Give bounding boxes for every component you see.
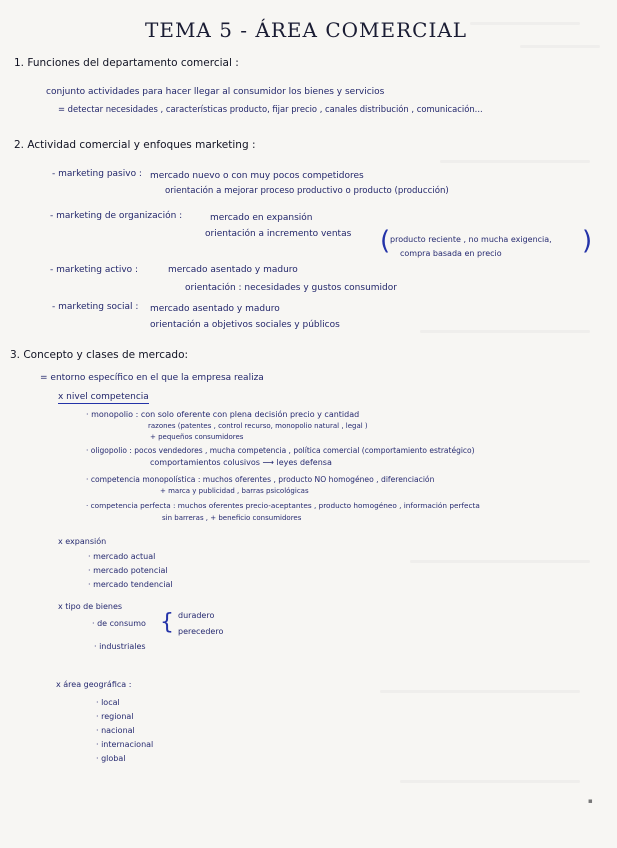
marketing-social-text: orientación a objetivos sociales y públicos [150,320,340,330]
bracket-close: ) [582,226,593,256]
section-1-heading: 1. Funciones del departamento comercial : [14,57,239,69]
bienes-perecedero: perecedero [178,627,224,636]
page-title: TEMA 5 - ÁREA COMERCIAL [145,18,468,42]
oligopolio-text: · oligopolio : pocos vendedores , mucha competencia , política comercial (comportamiento estratégico) [86,446,475,455]
competencia-perfecta-text: sin barreras , + beneficio consumidores [162,514,302,522]
bienes-label: x tipo de bienes [58,602,123,611]
bleed-through-mark [420,330,590,333]
marketing-organizacion-text: orientación a incremento ventas [205,229,352,239]
marketing-social-label: - marketing social : [52,302,139,312]
geografica-label: x área geográfica : [56,680,132,689]
marketing-pasivo-label: - marketing pasivo : [52,169,142,179]
section-1-line: conjunto actividades para hacer llegar al consumidor los bienes y servicios [46,87,385,97]
competencia-label: x nivel competencia [58,392,149,402]
section-3-heading: 3. Concepto y clases de mercado: [10,349,189,361]
stray-mark: ▪ [588,797,593,805]
bienes-industriales: · industriales [94,642,146,651]
geografica-item: · regional [96,712,134,721]
bleed-through-mark [520,45,600,48]
geografica-item: · local [96,698,120,707]
marketing-social-text: mercado asentado y maduro [150,304,280,314]
marketing-organizacion-note: producto reciente , no mucha exigencia, [390,235,552,244]
bracket-open: ( [380,226,391,256]
marketing-organizacion-note: compra basada en precio [400,249,502,258]
competencia-monopolistica-text: + marca y publicidad , barras psicológicas [160,487,309,495]
section-1-line: = detectar necesidades , características producto, fijar precio , canales distribución , comunicación... [58,104,483,114]
section-3-intro: = entorno específico en el que la empresa realiza [40,373,264,383]
monopolio-text: · monopolio : con solo oferente con plena decisión precio y cantidad [86,410,360,419]
expansion-item: · mercado actual [88,552,156,561]
marketing-pasivo-text: orientación a mejorar proceso productivo o producto (producción) [165,186,449,196]
geografica-item: · global [96,754,126,763]
marketing-organizacion-text: mercado en expansión [210,213,313,223]
monopolio-text: + pequeños consumidores [150,433,244,441]
monopolio-text: razones (patentes , control recurso, monopolio natural , legal ) [148,422,368,430]
marketing-activo-text: mercado asentado y maduro [168,265,298,275]
bienes-duradero: duradero [178,611,215,620]
bleed-through-mark [400,780,580,783]
competencia-monopolistica-text: · competencia monopolística : muchos oferentes , producto NO homogéneo , diferenciación [86,475,435,484]
expansion-label: x expansión [58,537,107,546]
marketing-activo-text: orientación : necesidades y gustos consumidor [185,283,397,293]
geografica-item: · nacional [96,726,135,735]
bracket-open: { [160,610,174,635]
section-2-heading: 2. Actividad comercial y enfoques marketing : [14,139,256,151]
geografica-item: · internacional [96,740,154,749]
bleed-through-mark [470,22,580,25]
oligopolio-text: comportamientos colusivos ⟶ leyes defensa [150,458,332,467]
expansion-item: · mercado potencial [88,566,168,575]
competencia-perfecta-text: · competencia perfecta : muchos oferentes precio-aceptantes , producto homogéneo , información perfecta [86,501,480,510]
bleed-through-mark [410,560,590,563]
marketing-pasivo-text: mercado nuevo o con muy pocos competidores [150,171,364,181]
bleed-through-mark [440,160,590,163]
bienes-consumo: · de consumo [92,619,146,628]
marketing-activo-label: - marketing activo : [50,265,139,275]
bleed-through-mark [380,690,580,693]
expansion-item: · mercado tendencial [88,580,173,589]
marketing-organizacion-label: - marketing de organización : [50,211,183,221]
